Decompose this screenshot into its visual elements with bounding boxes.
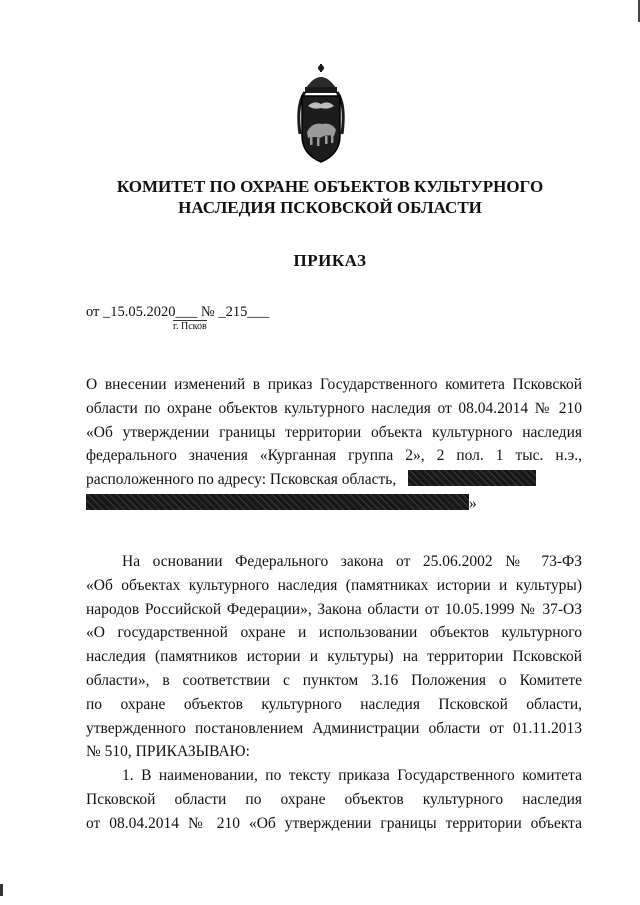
order-body: [86, 550, 582, 836]
body-line: по охране объектов культурного наследия Псковской области,: [86, 695, 582, 713]
redacted-address: [408, 470, 536, 486]
subject-line: »: [86, 492, 582, 516]
order-date-number: от _15.05.2020___ № _215___: [86, 304, 270, 320]
subject-line: области по охране объектов культурного наследия от 08.04.2014 № 210: [86, 399, 582, 417]
body-line: Псковской области по охране объектов культурного наследия: [86, 790, 582, 808]
committee-line-1: КОМИТЕТ ПО ОХРАНЕ ОБЪЕКТОВ КУЛЬТУРНОГО: [116, 177, 544, 196]
order-subject: [86, 373, 582, 516]
body-line: утвержденного постановлением Администрации области от 01.11.2013: [86, 719, 582, 737]
body-line: № 510, ПРИКАЗЫВАЮ:: [86, 743, 250, 761]
body-line: области», в соответствии с пунктом 3.16 Положения о Комитете: [86, 671, 582, 689]
scan-margin-mark: [0, 884, 3, 896]
subject-line: федерального значения «Курганная группа 2», 2 пол. 1 тыс. н.э.,: [86, 447, 582, 465]
body-line: 1. В наименовании, по тексту приказа Государственного комитета: [122, 767, 582, 785]
pskov-coat-of-arms-icon: [292, 64, 350, 164]
subject-line: О внесении изменений в приказ Государственного комитета Псковской: [86, 376, 582, 393]
body-line: наследия (памятников истории и культуры) на территории Псковской: [86, 648, 582, 666]
subject-line: «Об утверждении границы территории объекта культурного наследия: [86, 423, 582, 441]
committee-line-2: НАСЛЕДИЯ ПСКОВСКОЙ ОБЛАСТИ: [178, 198, 482, 217]
order-title: ПРИКАЗ: [293, 251, 367, 270]
order-city: г. Псков: [173, 321, 207, 332]
body-line: от 08.04.2014 № 210 «Об утверждении границы территории объекта: [86, 814, 582, 832]
subject-line: расположенного по адресу: Псковская область,: [86, 468, 582, 492]
body-line: «О государственной охране и использовании объектов культурного: [86, 624, 582, 642]
body-line: На основании Федерального закона от 25.06.2002 № 73-ФЗ: [122, 553, 582, 570]
body-line: «Об объектах культурного наследия (памятниках истории и культуры): [86, 576, 582, 594]
redacted-address: [86, 494, 469, 510]
committee-name: [80, 176, 580, 218]
body-line: народов Российской Федерации», Закона области от 10.05.1999 № 37-ОЗ: [86, 600, 582, 618]
